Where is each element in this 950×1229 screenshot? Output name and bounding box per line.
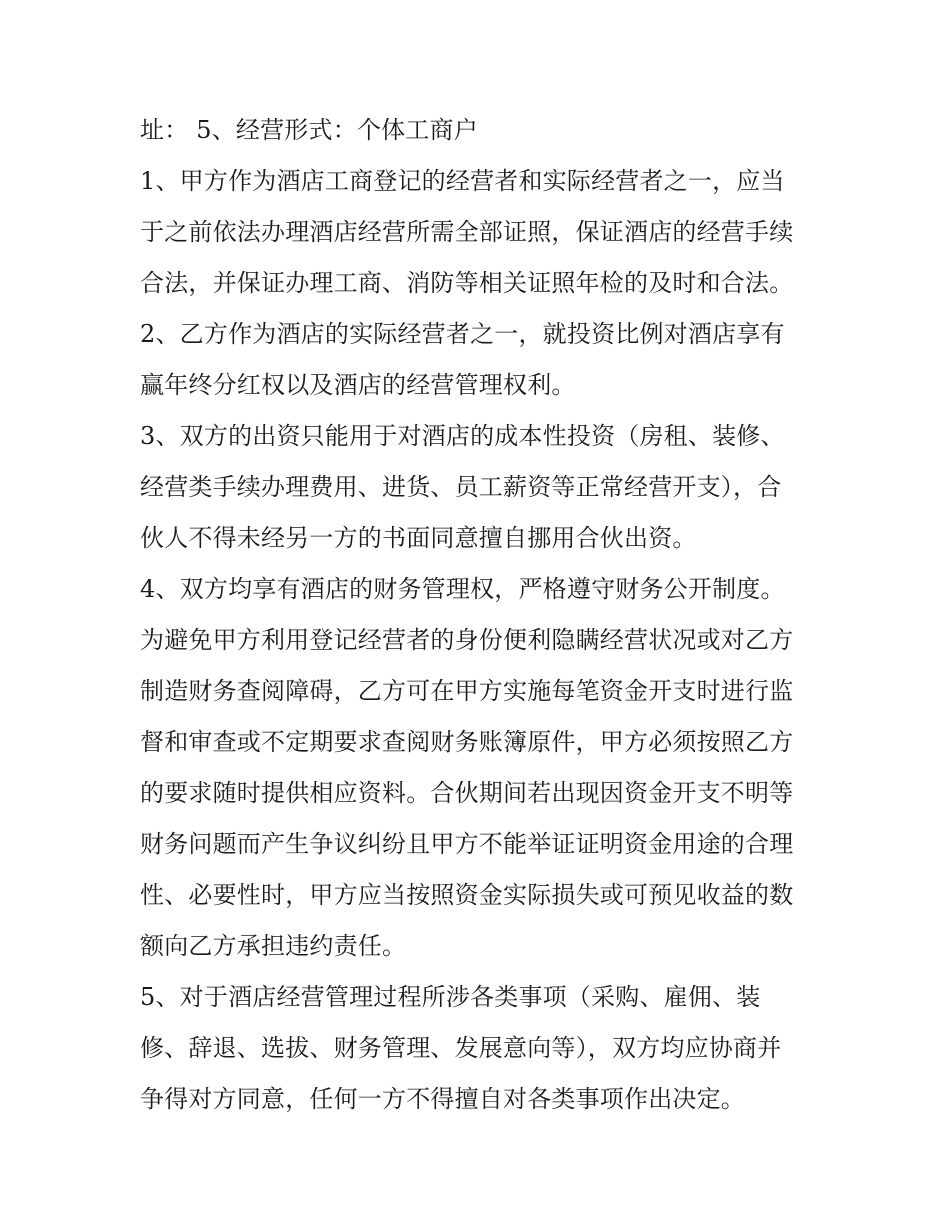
text-line: 的要求随时提供相应资料。合伙期间若出现因资金开支不明等 — [140, 779, 794, 807]
text-line: 2、乙方作为酒店的实际经营者之一，就投资比例对酒店享有 — [140, 320, 785, 348]
text-line: 1、甲方作为酒店工商登记的经营者和实际经营者之一，应当 — [140, 167, 785, 195]
text-line: 修、辞退、选拔、财务管理、发展意向等），双方均应协商并 — [140, 1034, 782, 1062]
text-line: 赢年终分红权以及酒店的经营管理权利。 — [140, 371, 576, 399]
text-line: 经营类手续办理费用、进货、员工薪资等正常经营开支），合 — [140, 473, 782, 501]
text-line: 财务问题而产生争议纠纷且甲方不能举证证明资金用途的合理 — [140, 830, 794, 858]
text-line: 督和审查或不定期要求查阅财务账簿原件，甲方必须按照乙方 — [140, 728, 794, 756]
text-line: 4、双方均享有酒店的财务管理权，严格遵守财务公开制度。 — [140, 575, 785, 603]
text-line: 制造财务查阅障碍，乙方可在甲方实施每笔资金开支时进行监 — [140, 677, 794, 705]
text-line: 争得对方同意，任何一方不得擅自对各类事项作出决定。 — [140, 1085, 745, 1113]
text-line: 额向乙方承担违约责任。 — [140, 932, 407, 960]
text-line: 伙人不得未经另一方的书面同意擅自挪用合伙出资。 — [140, 524, 697, 552]
text-line: 3、双方的出资只能用于对酒店的成本性投资（房租、装修、 — [140, 422, 785, 450]
text-line: 为避免甲方利用登记经营者的身份便利隐瞒经营状况或对乙方 — [140, 626, 794, 654]
text-line: 于之前依法办理酒店经营所需全部证照，保证酒店的经营手续 — [140, 218, 794, 246]
text-line: 性、必要性时，甲方应当按照资金实际损失或可预见收益的数 — [140, 881, 794, 909]
text-line: 合法，并保证办理工商、消防等相关证照年检的及时和合法。 — [140, 269, 794, 297]
text-line: 址： 5、经营形式：个体工商户 — [140, 116, 478, 144]
text-line: 5、对于酒店经营管理过程所涉各类事项（采购、雇佣、装 — [140, 983, 761, 1011]
